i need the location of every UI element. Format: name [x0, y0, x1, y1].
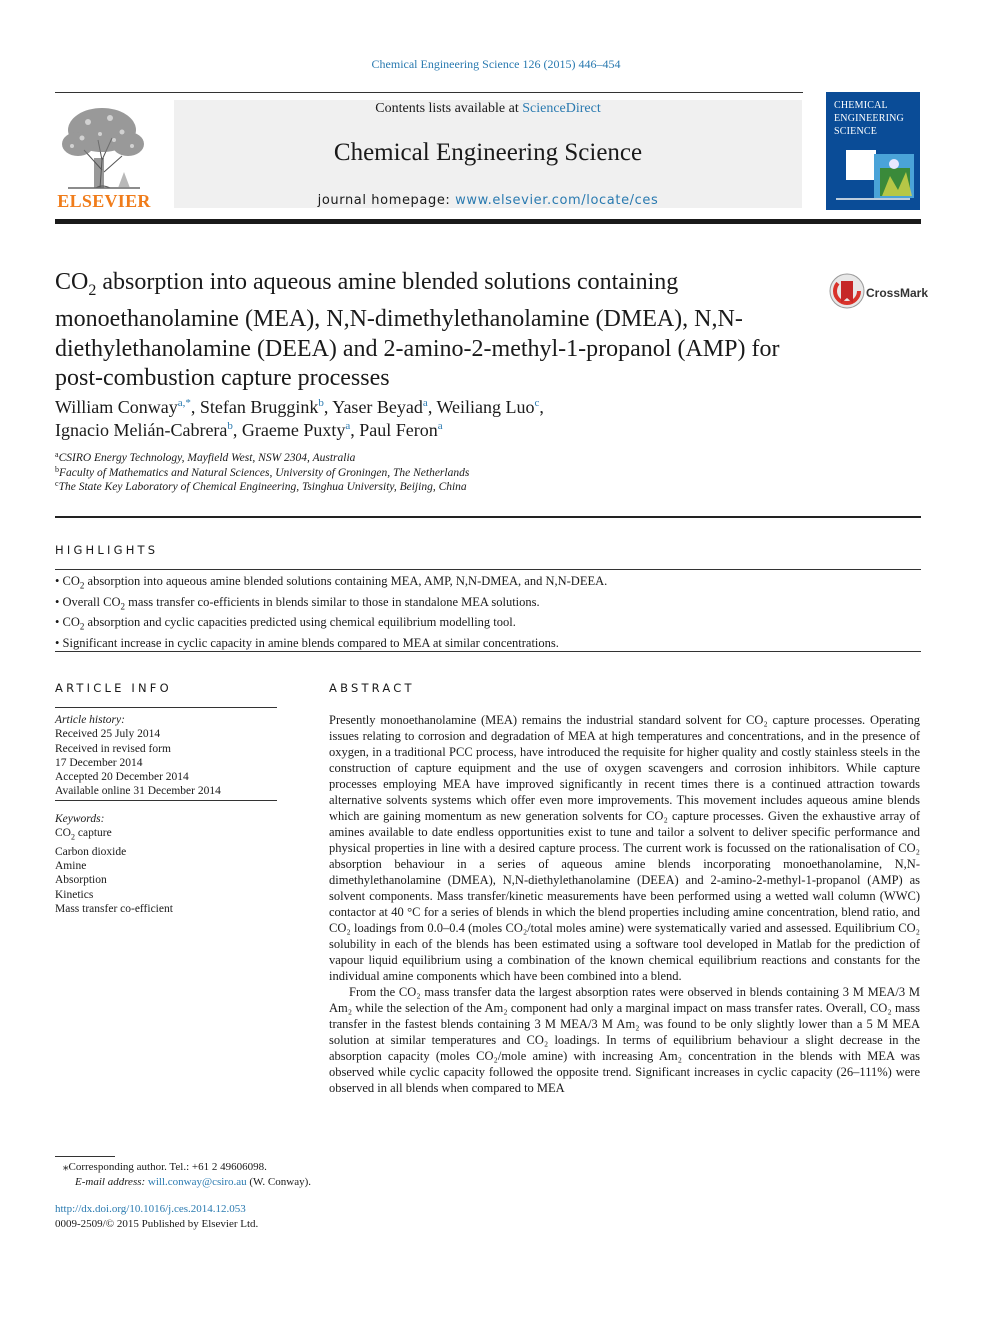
affiliation: $^a$CSIRO Energy Technology, Mayfield West, NSW 2304, Australia — [55, 450, 356, 464]
highlight-item: • Overall $CO_2$ mass transfer co-efficients in blends similar to those in standalone MEA solutions. — [55, 594, 540, 611]
cover-title-line-3: SCIENCE — [834, 126, 878, 137]
keywords-label: Keywords: — [55, 812, 105, 825]
elsevier-wordmark: ELSEVIER — [57, 191, 151, 211]
footnotes — [55, 1160, 655, 1189]
history-item: Received in revised form — [55, 742, 171, 755]
title-subscript: 2 — [88, 281, 97, 299]
cover-image-icon — [846, 150, 916, 202]
keyword: Absorption — [55, 874, 107, 887]
abstract-heading: ABSTRACT — [329, 681, 415, 695]
cover-bottom-strip — [836, 198, 910, 200]
email-link[interactable]: will.conway@csiro.au — [147, 1175, 247, 1188]
crossmark-icon[interactable] — [829, 273, 865, 309]
author[interactable]: Graeme Puxty$^a$ — [241, 420, 351, 440]
homepage-link[interactable]: www.elsevier.com/locate/ces — [455, 193, 659, 208]
abstract-paragraph: From the CO₂ mass transfer data the largest absorption rates were observed in blends containing 3 M MEA/3 M Am₂ while the selection of the Am₂ component had only a marginal impact on mass transfer rates. Overall, CO₂ mass transfer in the fastest blends containing 3 M MEA/3 M Am₂ was found to be only slightly lower than a 5 M MEA solution at similar temperatures and CO₂ loadings. In terms of equilibrium behaviour a slight decrease in the absorption capacity (moles CO₂/mole amine) with increasing Am₂ concentration in the blends with MEA was observed while cyclic capacity followed the opposite trend. Significant increases in cyclic capacity (26–111%) were observed in all blends when compared to MEA — [329, 985, 920, 1095]
divider — [55, 800, 277, 801]
highlight-item: • $CO_2$ absorption and cyclic capacities predicted using chemical equilibrium modelling tool. — [55, 615, 516, 632]
keyword: $CO_2$ capture — [55, 827, 112, 842]
footnote-rule — [55, 1156, 115, 1157]
history-item: Accepted 20 December 2014 — [55, 771, 189, 784]
author[interactable]: Paul Feron$^a$ — [359, 420, 443, 440]
author-list: William Conway$^{a,*}$, Stefan Bruggink$^b$, Yaser Beyad$^a$, Weiliang Luo$^c$, Ignacio Melián-Cabrera$^b$, Graeme Puxty$^a$, Paul Feron$^a$ — [55, 397, 544, 440]
issn-line: 0009-2509/© 2015 Published by Elsevier Ltd. — [55, 1217, 259, 1230]
highlights-heading: HIGHLIGHTS — [55, 543, 159, 557]
cover-title — [834, 99, 916, 138]
homepage-line — [174, 193, 802, 208]
email-line: E-mail address: will.conway@csiro.au (W. Conway). — [75, 1175, 312, 1188]
affiliations — [55, 451, 755, 495]
journal-cover-thumbnail[interactable] — [826, 92, 920, 210]
affiliation: $^b$Faculty of Mathematics and Natural Sciences, University of Groningen, The Netherlands — [55, 464, 470, 479]
author[interactable]: Stefan Bruggink$^b$ — [199, 397, 324, 417]
highlight-item: • $CO_2$ absorption into aqueous amine blended solutions containing MEA, AMP, N,N-DMEA, and N,N-DEEA. — [55, 574, 608, 591]
contents-prefix: Contents lists available at — [375, 101, 519, 116]
history-item: Received 25 July 2014 — [55, 728, 161, 741]
divider — [55, 707, 277, 708]
history-item: Available online 31 December 2014 — [55, 785, 221, 798]
corresponding-author-note: ⁎Corresponding author. Tel.: +61 2 49606098. — [63, 1161, 267, 1173]
title-co: CO — [55, 269, 89, 295]
doi-block — [55, 1202, 655, 1231]
author[interactable]: Ignacio Melián-Cabrera$^b$ — [55, 420, 233, 440]
author[interactable]: William Conway$^{a,*}$ — [55, 397, 191, 417]
homepage-prefix: journal homepage: — [317, 193, 451, 208]
keyword: Kinetics — [55, 888, 94, 901]
history-item: 17 December 2014 — [55, 756, 143, 769]
article-title — [55, 268, 795, 394]
header-bottom-rule — [55, 219, 921, 224]
keyword: Mass transfer co-efficient — [55, 902, 173, 915]
header-top-rule — [55, 92, 803, 93]
abstract-body — [329, 712, 920, 1096]
journal-title: Chemical Engineering Science — [333, 139, 643, 166]
affiliation: $^c$The State Key Laboratory of Chemical Engineering, Tsinghua University, Beijing, China — [55, 479, 467, 493]
cover-title-line-2: ENGINEERING — [834, 113, 904, 124]
keyword: Carbon dioxide — [55, 845, 127, 858]
highlights-list — [55, 573, 921, 651]
keyword: Amine — [55, 859, 87, 872]
divider — [55, 569, 921, 570]
article-history-label: Article history: — [55, 714, 125, 726]
journal-reference-link[interactable]: Chemical Engineering Science 126 (2015) 446–454 — [371, 57, 621, 71]
title-rest: absorption into aqueous amine blended solutions containing monoethanolamine (MEA), N,N-dimethylethanolamine (DMEA), N,N-diethylethanolamine (DEEA) and 2-amino-2-methyl-1-propanol (AMP) for post-combustion capture processes — [55, 269, 780, 392]
highlight-item: • Significant increase in cyclic capacity in amine blends compared to MEA at similar concentrations. — [55, 635, 559, 650]
crossmark-label[interactable]: CrossMark — [866, 286, 929, 300]
divider — [55, 516, 921, 518]
author[interactable]: Weiliang Luo$^c$ — [436, 397, 540, 417]
doi-link[interactable]: http://dx.doi.org/10.1016/j.ces.2014.12.053 — [55, 1203, 246, 1215]
abstract-paragraph: Presently monoethanolamine (MEA) remains the industrial standard solvent for CO₂ capture processes. Operating issues relating to corrosion and degradation of MEA at high temperatures and concentrations, and in the presence of oxygen, in a traditional PCC process, have introduced the requisite for higher quality and costly stainless steels in the construction of capture equipment and the use of oxygen scavengers and corrosion inhibitors. While capture processes employing MEA have improved significantly in recent times there is a continued attraction towards alternative solvents systems which offer even more improvements. This movement includes aqueous amine blends which are gaining momentum as new generation solvents for CO₂ capture processes. Given the exhaustive array of amines available to date endless opportunities exist to tune and tailor a solvent to deliver specific performance and physical properties in line with a desired capture process. The current work is focussed on the rationalisation of CO₂ absorption behaviour in a series of aqueous amine blends incorporating monoethanolamine, N,N-dimethylethanolamine (DMEA), N,N-diethylethanolamine (DEEA) and 2-amino-2-methyl-1-propanol (AMP) as solvent components. Mass transfer/kinetic measurements have been performed using a wetted wall column (WWC) contactor at 40 °C for a series of blends in which the blend properties including amine concentration, blend ratio, and CO₂ loadings from 0.0–0.4 (moles CO₂/total moles amine) were systematically varied and assessed. Equilibrium CO₂ solubility in each of the blends has been estimated using a software tool developed in Matlab for the prediction of vapour liquid equilibrium using a combination of the known chemical equilibrium reactions and constants for the individual amine components which have been combined into a blend. — [329, 713, 920, 983]
article-info — [55, 713, 295, 916]
contents-line — [174, 101, 802, 117]
divider — [55, 651, 921, 652]
cover-title-line-1: CHEMICAL — [834, 100, 888, 111]
author[interactable]: Yaser Beyad$^a$ — [332, 397, 428, 417]
article-info-heading: ARTICLE INFO — [55, 681, 172, 695]
sciencedirect-link[interactable]: ScienceDirect — [522, 101, 601, 116]
